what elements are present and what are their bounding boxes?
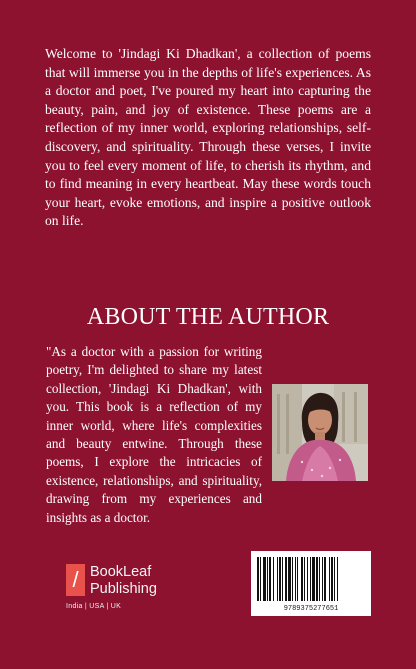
about-author-heading: ABOUT THE AUTHOR — [86, 304, 330, 330]
publisher-name-line-1: BookLeaf — [90, 564, 152, 580]
isbn-number: 9789375277651 — [283, 605, 339, 613]
barcode-bars-icon — [257, 557, 365, 601]
author-photo — [272, 384, 368, 481]
intro-blurb: Welcome to 'Jindagi Ki Dhadkan', a collection of poems that will immerse you in the depths of life's experiences. As a doctor and poet, I've poured my heart into capturing the beauty, pain, and joy of existence. These poems are a reflection of my inner world, exploring relationships, self-discovery, and spirituality. Through these verses, I invite you to feel every moment of life, to cherish its rhythm, and to find meaning in every heartbeat. May these words touch your heart, evoke emotions, and inspire a positive outlook on life. — [45, 46, 371, 229]
barcode — [251, 551, 371, 616]
publisher-logo — [66, 561, 186, 611]
publisher-name-line-2: Publishing — [90, 581, 157, 597]
logo-slash-glyph: / — [72, 567, 79, 592]
publisher-regions: India | USA | UK — [66, 603, 122, 610]
author-bio: "As a doctor with a passion for writing poetry, I'm delighted to share my latest collection, 'Jindagi Ki Dhadkan', with you. This book is a reflection of my inner world, where life's complexities and beauty entwine. Through these poems, I explore the intricacies of existence, relationships, and spirituality, drawing from my experiences and insights as a doctor. — [46, 344, 262, 525]
